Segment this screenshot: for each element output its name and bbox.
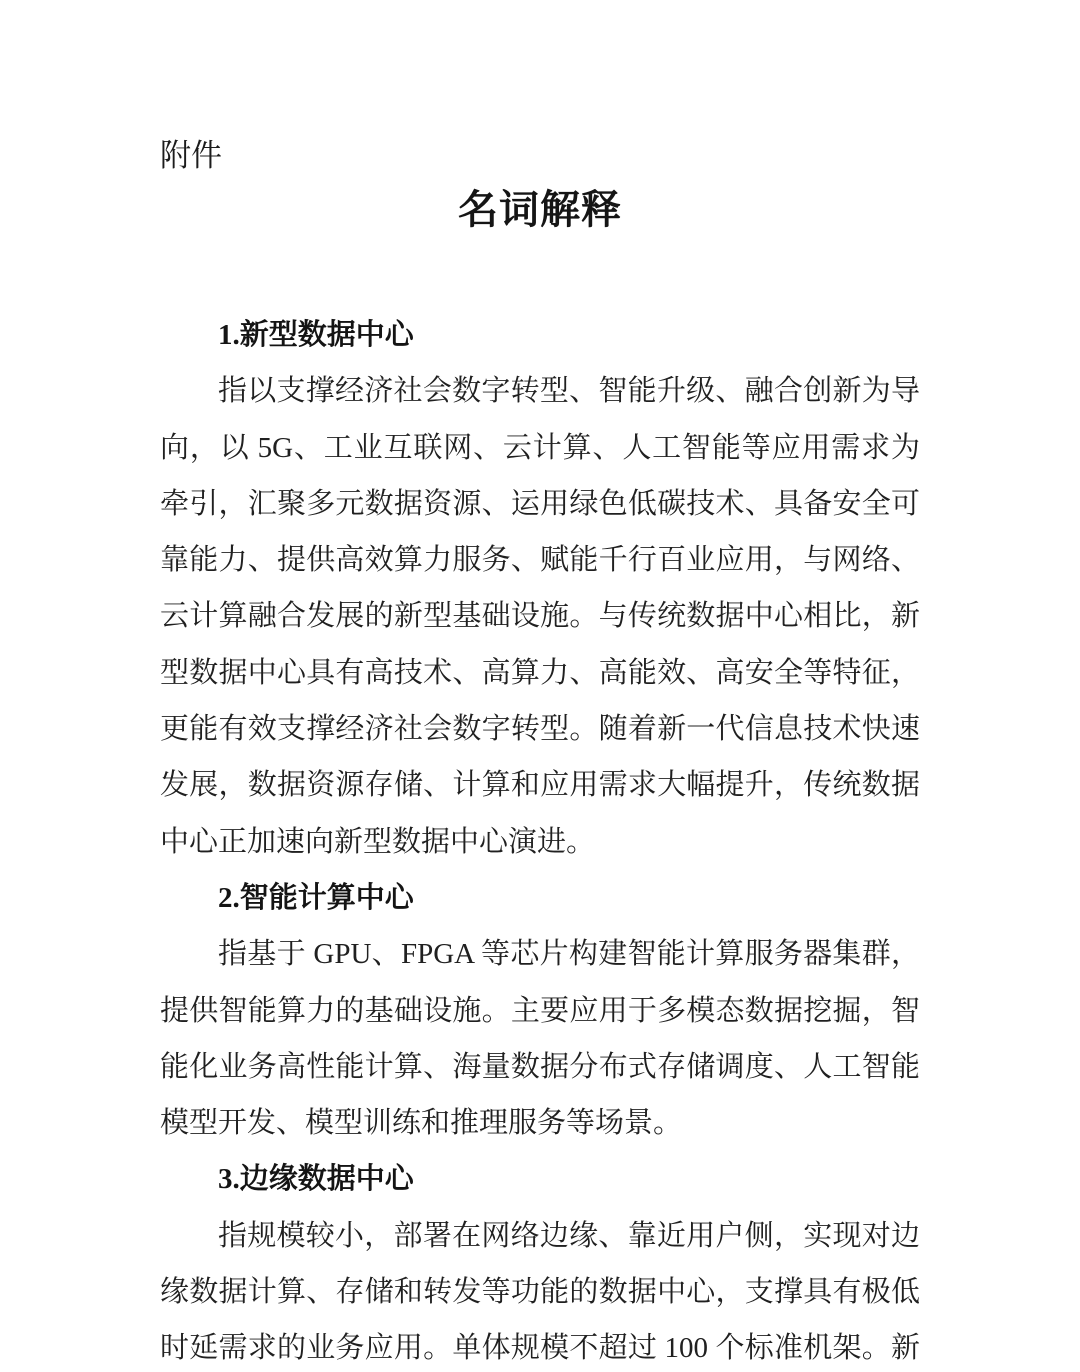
section-2-heading: 2.智能计算中心 — [218, 881, 414, 914]
text-line: 向，以 5G、工业互联网、云计算、人工智能等应用需求为 — [160, 431, 920, 464]
page-title: 名词解释 — [458, 187, 622, 233]
text-line: 缘数据计算、存储和转发等功能的数据中心，支撑具有极低 — [160, 1276, 920, 1309]
text-line: 云计算融合发展的新型基础设施。与传统数据中心相比，新 — [160, 600, 920, 633]
text-line: 模型开发、模型训练和推理服务等场景。 — [160, 1107, 683, 1140]
text-line: 牵引，汇聚多元数据资源、运用绿色低碳技术、具备安全可 — [160, 487, 920, 520]
text-line: 指以支撑经济社会数字转型、智能升级、融合创新为导 — [218, 375, 920, 408]
text-line: 型数据中心具有高技术、高算力、高能效、高安全等特征， — [160, 656, 920, 689]
text-line: 时延需求的业务应用。单体规模不超过 100 个标准机架。新 — [160, 1332, 920, 1365]
text-line: 靠能力、提供高效算力服务、赋能千行百业应用，与网络、 — [160, 544, 920, 577]
attachment-label: 附件 — [160, 138, 222, 174]
text-line: 能化业务高性能计算、海量数据分布式存储调度、人工智能 — [160, 1050, 920, 1083]
text-line: 指基于 GPU、FPGA 等芯片构建智能计算服务器集群， — [218, 938, 920, 971]
text-line: 中心正加速向新型数据中心演进。 — [160, 825, 596, 858]
section-3-heading: 3.边缘数据中心 — [218, 1163, 414, 1196]
document-body — [160, 307, 920, 1372]
text-line: 提供智能算力的基础设施。主要应用于多模态数据挖掘，智 — [160, 994, 920, 1027]
text-line: 指规模较小，部署在网络边缘、靠近用户侧，实现对边 — [218, 1219, 920, 1252]
section-1-heading: 1.新型数据中心 — [218, 319, 414, 351]
text-line: 发展，数据资源存储、计算和应用需求大幅提升，传统数据 — [160, 769, 920, 802]
text-line: 更能有效支撑经济社会数字转型。随着新一代信息技术快速 — [160, 713, 920, 746]
